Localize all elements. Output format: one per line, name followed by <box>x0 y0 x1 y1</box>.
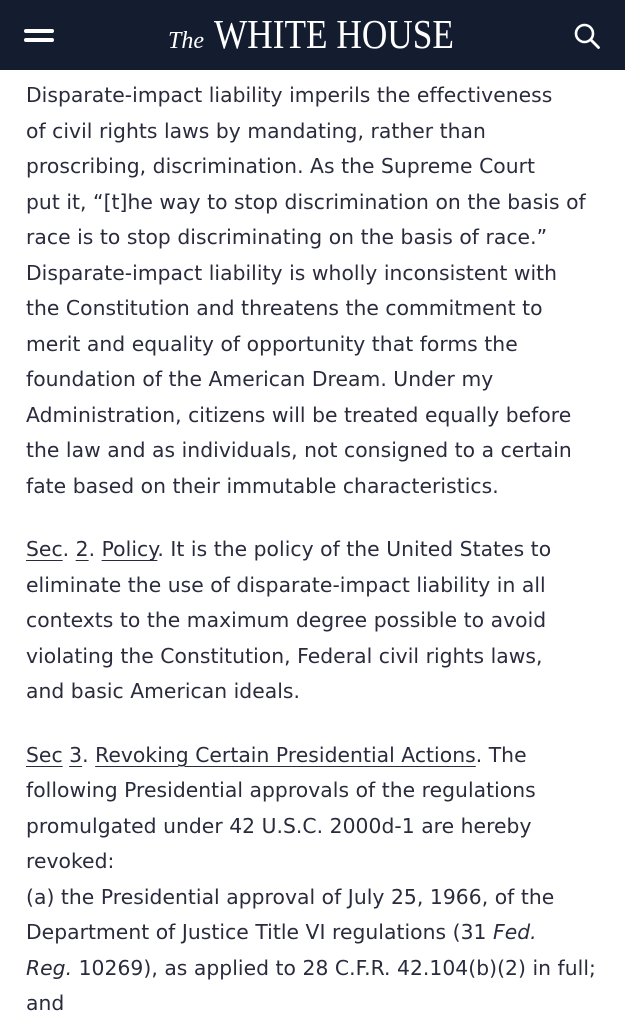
sec-number: 2 <box>75 537 89 561</box>
search-icon[interactable] <box>573 22 601 50</box>
paragraph-spacer <box>26 710 616 738</box>
punct: . <box>62 537 76 561</box>
text-line: Disparate-impact liability imperils the effectiveness <box>26 83 553 107</box>
text-line <box>26 915 616 951</box>
text-line: promulgated under 42 U.S.C. 2000d-1 are hereby <box>26 813 532 838</box>
site-header <box>0 0 625 70</box>
text-line: revoked: <box>26 849 115 873</box>
text-run: . The <box>475 742 527 767</box>
text-run: 10269), as applied to 28 C.F.R. 42.104(b)(2) in full; <box>72 955 596 980</box>
text-line: proscribing, discrimination. As the Supreme Court <box>26 154 536 178</box>
text-line: fate based on their immutable characteristics. <box>26 473 499 498</box>
citation-italic: Reg. <box>26 955 73 980</box>
text-line: contexts to the maximum degree possible to avoid <box>26 608 547 632</box>
text-line <box>26 951 616 987</box>
text-line: foundation of the American Dream. Under my <box>26 367 494 391</box>
punct: . <box>82 742 96 767</box>
section-2-policy <box>26 532 616 710</box>
paragraph-disparate-impact <box>26 78 616 504</box>
text-line: race is to stop discriminating on the basis of race.” <box>26 225 548 249</box>
sec-label: Sec <box>26 742 63 767</box>
article-body <box>26 78 616 1022</box>
text-run: . It is the policy of the United States to <box>157 537 552 561</box>
text-line: the Constitution and threatens the commitment to <box>26 296 543 320</box>
text-line: put it, “[t]he way to stop discrimination on the basis of <box>26 189 586 214</box>
text-line: violating the Constitution, Federal civil rights laws, <box>26 643 543 668</box>
logo-the: The <box>168 28 204 54</box>
text-line: Disparate-impact liability is wholly inconsistent with <box>26 260 558 285</box>
punct: . <box>88 537 102 561</box>
text-line: the law and as individuals, not consigned to a certain <box>26 438 572 462</box>
logo-white-house: WHITE HOUSE <box>214 11 454 57</box>
text-run: Department of Justice Title VI regulations (31 <box>26 920 493 944</box>
section-heading-line <box>26 738 616 774</box>
text-line: merit and equality of opportunity that forms the <box>26 331 518 356</box>
citation-italic: Fed. <box>493 920 537 944</box>
text-line: (a) the Presidential approval of July 25, 1966, of the <box>26 884 555 909</box>
paragraph-spacer <box>26 504 616 532</box>
text-line: eliminate the use of disparate-impact liability in all <box>26 572 546 597</box>
text-line: of civil rights laws by mandating, rather than <box>26 118 486 143</box>
text-line: Administration, citizens will be treated equally before <box>26 402 572 427</box>
section-3-revoking <box>26 738 616 1022</box>
sec-number: 3 <box>69 742 83 767</box>
text-line: and basic American ideals. <box>26 679 301 703</box>
site-logo[interactable] <box>0 10 625 58</box>
text-line: following Presidential approvals of the regulations <box>26 778 536 802</box>
text-line: and <box>26 991 65 1015</box>
section-title: Policy <box>101 537 158 561</box>
section-title: Revoking Certain Presidential Actions <box>95 742 476 767</box>
section-heading-line <box>26 532 616 568</box>
sec-label: Sec <box>26 537 63 561</box>
